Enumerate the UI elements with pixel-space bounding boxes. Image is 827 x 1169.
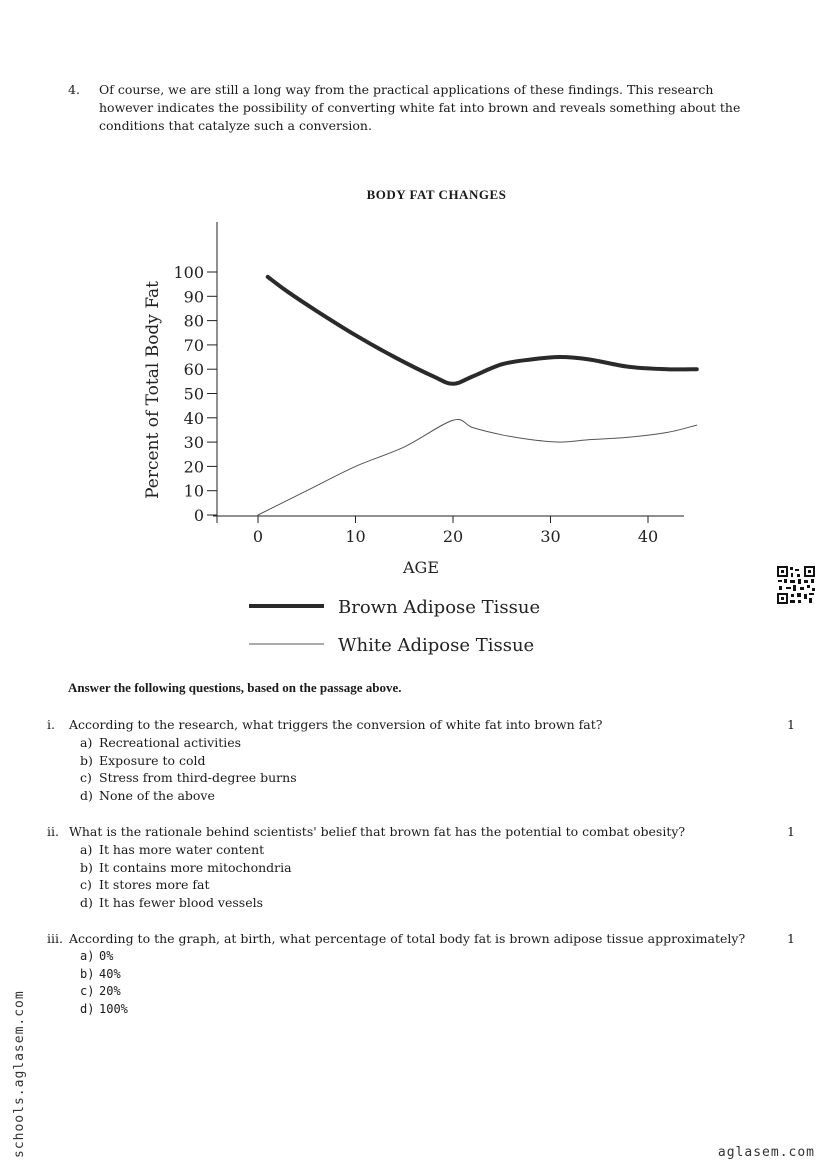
option-letter: d) — [80, 894, 93, 910]
y-tick-label: 40 — [183, 408, 204, 428]
option-b — [47, 966, 807, 984]
footer-watermark: aglasem.com — [717, 1145, 815, 1160]
x-tick-label: 10 — [345, 527, 366, 546]
y-tick-label: 50 — [183, 384, 204, 404]
y-tick-label: 90 — [183, 287, 204, 307]
question-text: What is the rationale behind scientists' belief that brown fat has the potential to combat obesity? — [69, 824, 686, 839]
option-c — [47, 983, 807, 1001]
series-line-brown — [268, 277, 697, 384]
x-axis-label: AGE — [402, 558, 440, 577]
question-marks: 1 — [787, 717, 795, 732]
y-tick-label: 100 — [173, 263, 204, 282]
side-watermark: schools.aglasem.com — [12, 990, 27, 1158]
option-letter: c) — [80, 770, 92, 785]
instructions: Answer the following questions, based on the passage above. — [68, 680, 402, 695]
option-text: It has more water content — [99, 842, 265, 857]
question-2 — [47, 823, 807, 911]
question-number: ii. — [47, 824, 59, 839]
option-letter: a) — [80, 949, 95, 963]
question-1 — [47, 716, 807, 804]
option-letter: a) — [80, 842, 93, 857]
option-letter: b) — [80, 966, 95, 981]
y-tick-label: 80 — [183, 311, 204, 331]
legend-white-label: White Adipose Tissue — [338, 635, 535, 656]
option-letter: b) — [80, 859, 93, 875]
y-axis-label: Percent of Total Body Fat — [143, 281, 163, 499]
option-d — [47, 1001, 807, 1019]
option-letter: c) — [80, 877, 92, 892]
qr-code-icon — [776, 565, 816, 605]
option-c — [47, 876, 807, 894]
option-text: 40% — [99, 966, 121, 981]
option-text: Exposure to cold — [99, 752, 206, 768]
option-text: 0% — [99, 949, 114, 963]
y-tick-label: 0 — [193, 506, 204, 525]
x-tick-label: 40 — [637, 527, 659, 546]
option-letter: c) — [80, 984, 95, 998]
option-text: It contains more mitochondria — [99, 859, 292, 875]
option-letter: a) — [80, 735, 93, 750]
y-tick-label: 30 — [183, 433, 204, 453]
question-marks: 1 — [787, 931, 795, 946]
paragraph-text: Of course, we are still a long way from the practical applications of these findings. This research however indicates the possibility of converting white fat into brown and reveals something about the conditions that catalyze such a conversion. — [99, 82, 741, 133]
option-letter: b) — [80, 752, 93, 768]
series-line-white — [258, 419, 697, 515]
question-marks: 1 — [787, 824, 795, 839]
option-d — [47, 894, 807, 912]
legend-brown-label: Brown Adipose Tissue — [338, 597, 541, 618]
option-d — [47, 787, 807, 805]
x-tick-label: 20 — [442, 527, 464, 546]
y-tick-label: 70 — [183, 335, 204, 355]
option-letter: d) — [80, 1001, 95, 1016]
option-text: 20% — [99, 984, 121, 998]
question-number: i. — [47, 717, 55, 732]
option-a — [47, 734, 807, 752]
option-text: Stress from third-degree burns — [99, 770, 297, 785]
question-text: According to the research, what triggers the conversion of white fat into brown fat? — [69, 717, 603, 732]
paragraph-number: 4. — [68, 82, 80, 97]
option-letter: d) — [80, 787, 93, 803]
x-tick-label: 30 — [540, 527, 561, 546]
option-b — [47, 859, 807, 877]
chart-title: BODY FAT CHANGES — [366, 187, 507, 202]
option-a — [47, 841, 807, 859]
option-b — [47, 752, 807, 770]
question-text: According to the graph, at birth, what percentage of total body fat is brown adipose tissue approximately? — [69, 931, 746, 946]
question-number: iii. — [47, 931, 63, 946]
option-text: None of the above — [99, 787, 215, 803]
option-text: It has fewer blood vessels — [99, 894, 264, 910]
y-tick-label: 60 — [183, 360, 204, 380]
y-tick-label: 20 — [183, 457, 204, 477]
x-tick-label: 0 — [252, 527, 264, 546]
question-3 — [47, 930, 807, 1018]
option-a — [47, 948, 807, 966]
option-text: Recreational activities — [99, 735, 242, 750]
option-text: It stores more fat — [99, 877, 210, 892]
option-c — [47, 769, 807, 787]
y-tick-label: 10 — [183, 481, 204, 501]
option-text: 100% — [99, 1001, 128, 1016]
